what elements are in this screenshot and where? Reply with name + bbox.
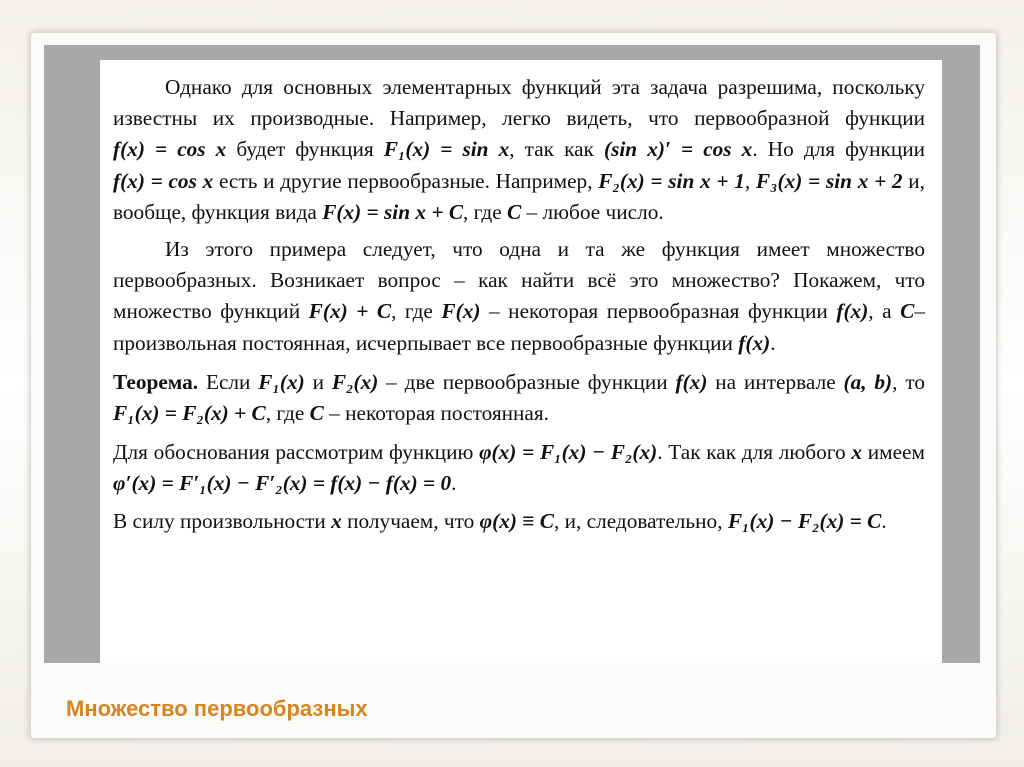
text: . Так как для любого	[657, 440, 852, 465]
formula: F₃(x) = sin x + 2	[755, 168, 903, 193]
paragraph-set-question	[113, 234, 925, 359]
text: , то	[892, 369, 925, 394]
formula: F₁(x) − F₂(x) = C	[727, 508, 882, 533]
text: и	[304, 369, 332, 394]
formula: x	[851, 440, 863, 465]
theorem-label: Теорема.	[113, 369, 199, 394]
formula: x	[331, 508, 342, 533]
text: – две первообразные функции	[378, 369, 676, 394]
formula: C	[900, 299, 915, 324]
text: – произвольная постоянная, исчерпывает все первообразные функции	[113, 299, 925, 355]
slide-title: Множество первообразных	[66, 696, 368, 721]
text: ,	[744, 168, 756, 193]
text: , а	[868, 299, 901, 324]
paragraph-antiderivative-example	[113, 72, 925, 228]
text: есть и другие первообразные. Например,	[213, 168, 599, 193]
formula: (sin x)′ = cos x	[603, 137, 753, 162]
formula: F(x) + C	[308, 299, 392, 324]
formula: φ′(x) = F′₁(x) − F′₂(x) = f(x) − f(x) = 0	[113, 471, 452, 496]
text: имеем	[862, 440, 925, 465]
formula: (a, b)	[843, 369, 893, 394]
formula: F₁(x)	[258, 369, 305, 394]
text: – любое число.	[521, 199, 664, 224]
proof-part-1	[113, 437, 925, 499]
text: Для обоснования рассмотрим функцию	[113, 440, 480, 465]
formula: φ(x) = F₁(x) − F₂(x)	[479, 440, 658, 465]
text: , где	[265, 401, 310, 426]
text: , где	[463, 199, 507, 224]
text: .	[770, 330, 776, 355]
text: Однако для основных элементарных функций эта задача разрешима, поскольку известны их производные. Например, легко видеть, что первообразной функции	[113, 75, 925, 131]
text: . Но для функции	[752, 137, 926, 162]
formula: F(x)	[441, 299, 481, 324]
formula: F₂(x)	[331, 369, 379, 394]
formula: F₁(x) = F₂(x) + C	[113, 401, 266, 426]
slide-content	[113, 72, 925, 537]
text: .	[451, 471, 457, 496]
formula: f(x) = cos x	[113, 168, 214, 193]
proof-part-2	[113, 506, 925, 537]
text: будет функция	[226, 137, 384, 162]
formula: f(x)	[675, 369, 708, 394]
formula: f(x) = cos x	[113, 137, 227, 162]
text: – некоторая первообразная функции	[480, 299, 837, 324]
formula: f(x)	[738, 330, 771, 355]
text: , где	[391, 299, 442, 324]
formula: f(x)	[836, 299, 869, 324]
formula: F(x) = sin x + C	[322, 199, 464, 224]
text: , так как	[509, 137, 604, 162]
formula: F₁(x) = sin x	[383, 137, 510, 162]
theorem-statement	[113, 367, 925, 429]
formula: F₂(x) = sin x + 1	[598, 168, 745, 193]
text: на интервале	[707, 369, 844, 394]
text: Из этого примера следует, что одна и та же функция имеет множество первообразных. Возникает вопрос – как найти всё это множество? Покажем, что множество функций	[113, 237, 925, 324]
text: – некоторая постоянная.	[323, 401, 549, 426]
text: .	[881, 508, 887, 533]
text: , и, следовательно,	[553, 508, 728, 533]
formula: C	[506, 199, 522, 224]
text: получаем, что	[341, 508, 480, 533]
text: Если	[198, 369, 259, 394]
formula: C	[309, 401, 324, 426]
text: и, вообще, функция вида	[113, 168, 925, 224]
text: В силу произвольности	[113, 508, 332, 533]
formula: φ(x) ≡ C	[479, 508, 554, 533]
